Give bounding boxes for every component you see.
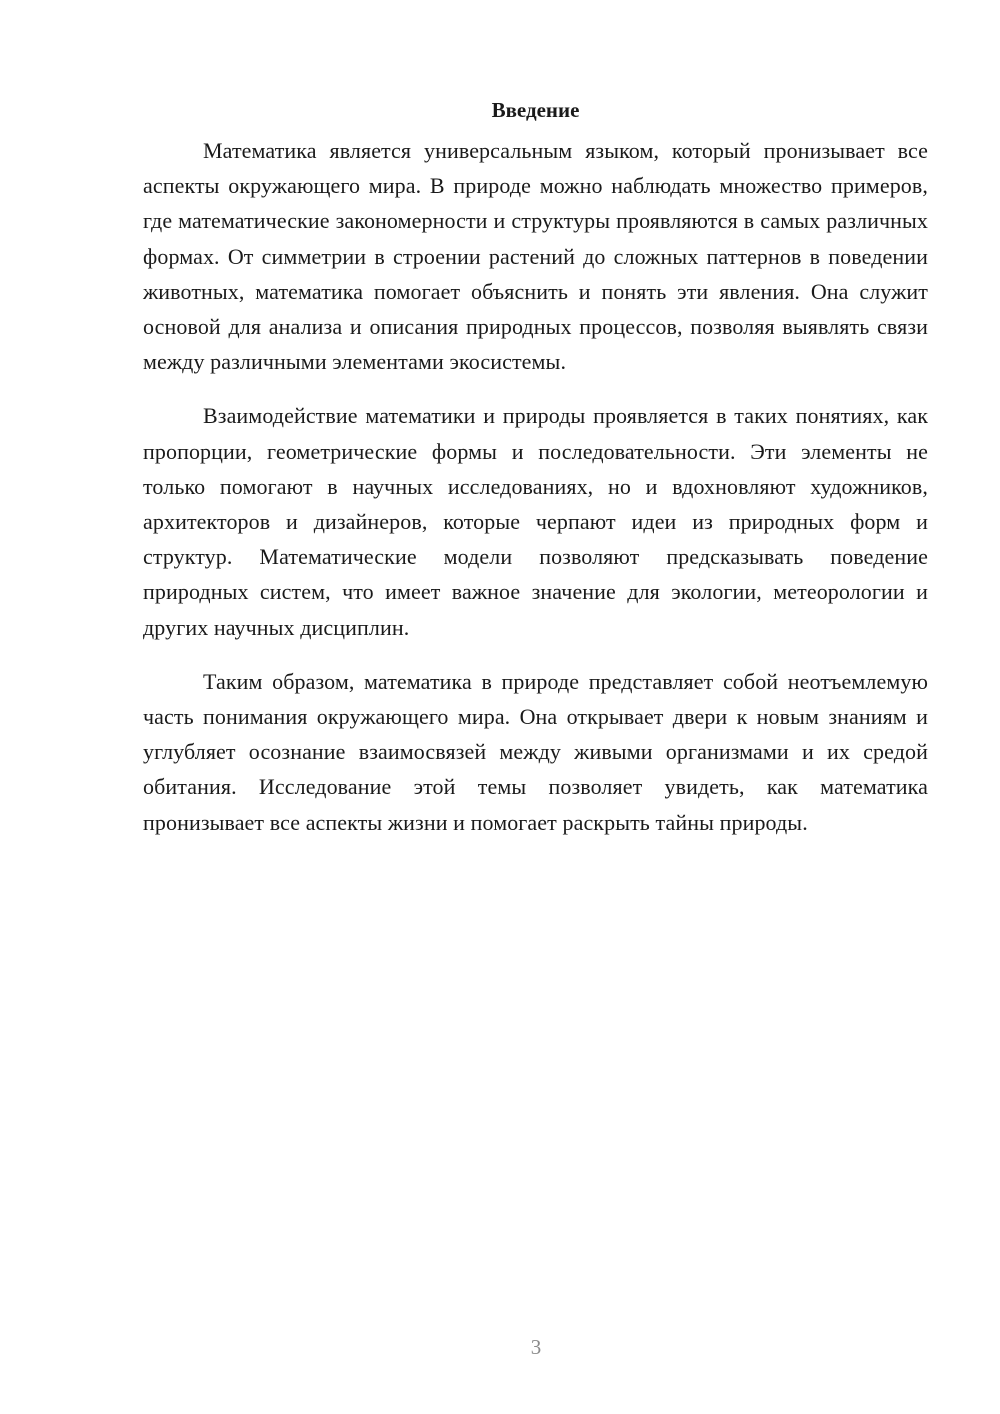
intro-paragraph-1: Математика является универсальным языком, который пронизывает все аспекты окружающего мира. В природе можно наблюдать множество примеров, где математические закономерности и структуры проявляются в самых различных формах. От симметрии в строении растений до сложных паттернов в поведении животных, математика помогает объяснить и понять эти явления. Она служит основой для анализа и описания природных процессов, позволяя выявлять связи между различными элементами экосистемы. [143,138,928,375]
intro-paragraph-3: Таким образом, математика в природе представляет собой неотъемлемую часть понимания окружающего мира. Она открывает двери к новым знаниям и углубляет осознание взаимосвязей между живыми организмами и их средой обитания. Исследование этой темы позволяет увидеть, как математика пронизывает все аспекты жизни и помогает раскрыть тайны природы. [143,668,928,835]
intro-paragraph-2: Взаимодействие математики и природы проявляется в таких понятиях, как пропорции, геометрические формы и последовательности. Эти элементы не только помогают в научных исследованиях, но и вдохновляют художников, архитекторов и дизайнеров, которые черпают идеи из природных форм и структур. Математические модели позволяют предсказывать поведение природных систем, что имеет важное значение для экологии, метеорологии и других научных дисциплин. [143,403,928,640]
page-number: 3 [530,1335,542,1359]
section-title: Введение [491,98,580,122]
page-content [143,96,928,840]
